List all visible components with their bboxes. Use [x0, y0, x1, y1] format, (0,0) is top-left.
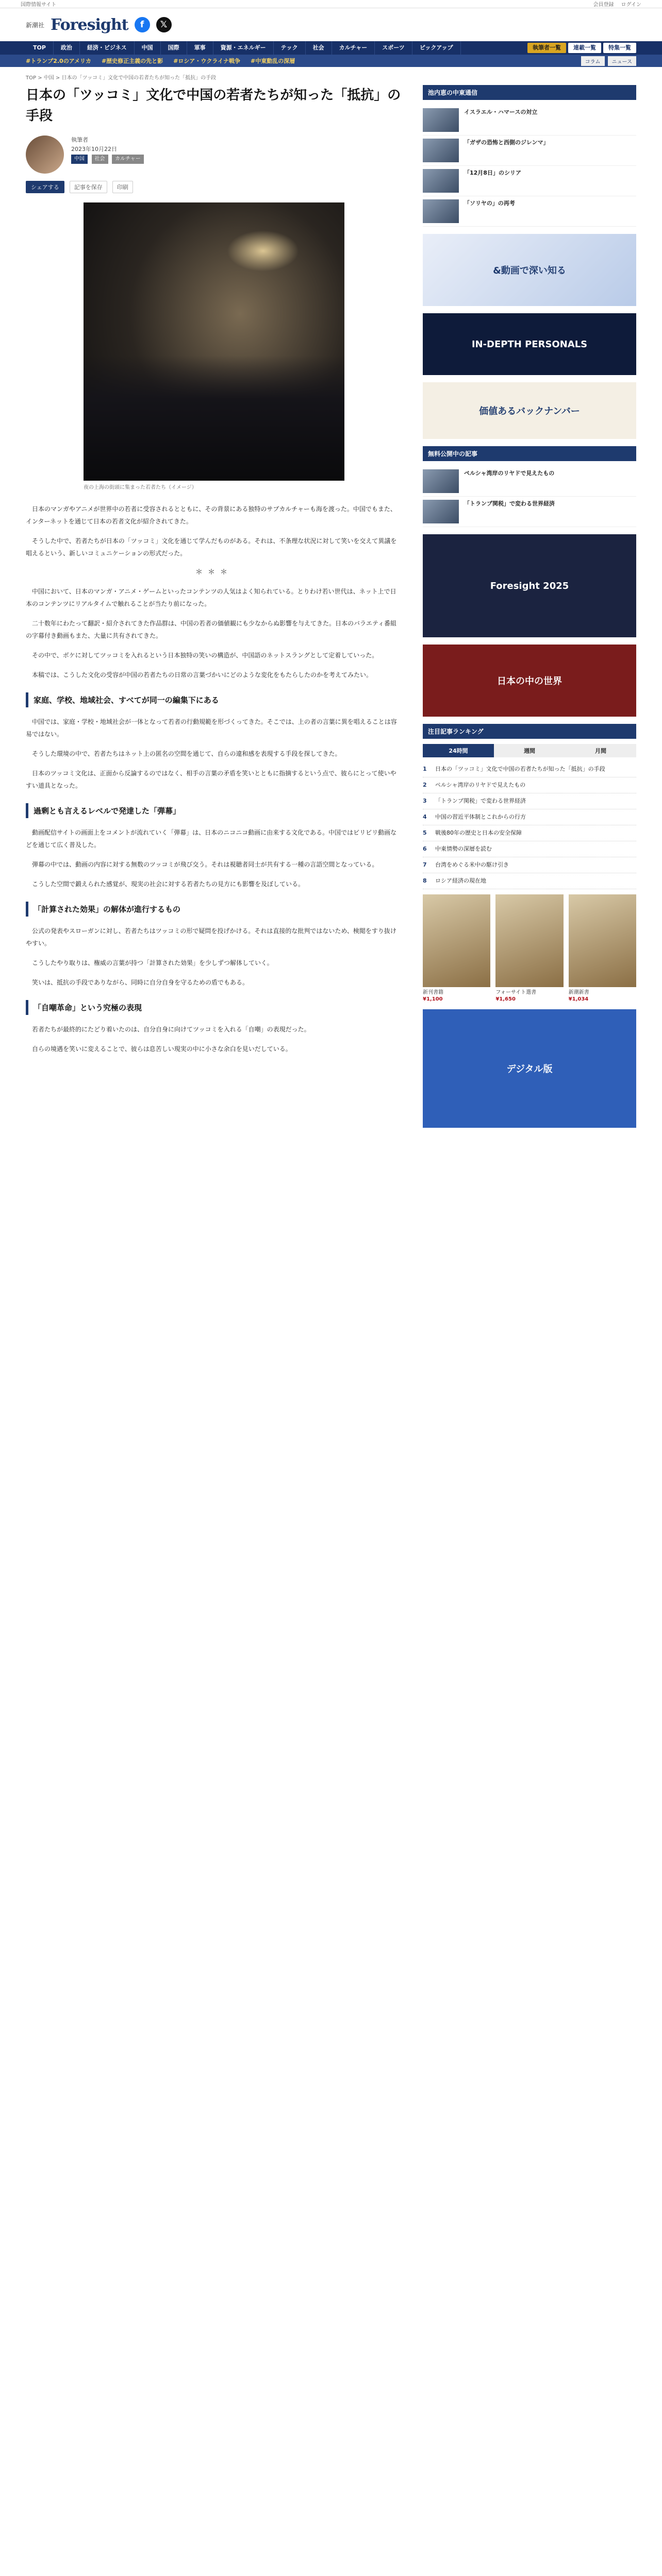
rank-number: 2: [423, 782, 427, 788]
paragraph: 日本のツッコミ文化は、正面から反論するのではなく、相手の言葉の矛盾を笑いとともに指摘するという点で、彼らにとって使いやすい道具となった。: [26, 770, 396, 789]
paragraph: 笑いは、抵抗の手段でありながら、同時に自分自身を守るための盾でもある。: [32, 979, 249, 986]
author-block: [26, 135, 402, 174]
rank-number: 8: [423, 877, 427, 884]
book-item[interactable]: [495, 894, 563, 1002]
hashtag-link[interactable]: #トランプ2.0のアメリカ: [26, 58, 91, 64]
nav-tech[interactable]: テック: [274, 41, 306, 55]
nav-energy[interactable]: 資源・エネルギー: [213, 41, 274, 55]
ranking-title: 日本の「ツッコミ」文化で中国の若者たちが知った「抵抗」の手段: [435, 766, 605, 772]
ranking-title: ロシア経済の現在地: [435, 877, 486, 884]
article-thumbnail: [423, 500, 459, 523]
nav-society[interactable]: 社会: [306, 41, 332, 55]
nav-right: [527, 43, 636, 53]
share-button[interactable]: シェアする: [26, 181, 64, 193]
section-heading: 家庭、学校、地域社会、すべてが同一の編集下にある: [26, 692, 402, 707]
publisher-label: 新潮社: [26, 21, 45, 29]
paragraph: こうしたやり取りは、権威の言葉が持つ「計算された効果」を少しずつ解体していく。: [32, 959, 273, 967]
book-price: ¥1,034: [568, 996, 589, 1002]
paragraph: 動画配信サイトの画面上をコメントが流れていく「弾幕」は、日本のニコニコ動画に由来する文化である。中国ではビリビリ動画などを通じて広く普及した。: [26, 829, 397, 849]
section-heading: 過剰とも言えるレベルで発達した「弾幕」: [26, 803, 402, 818]
nav-pickup[interactable]: ピックアップ: [412, 41, 461, 55]
paragraph: そうした環境の中で、若者たちはネット上の匿名の空間を通じて、自らの違和感を表現する手段を探してきた。: [32, 750, 341, 757]
tab-monthly[interactable]: 月間: [565, 744, 636, 757]
paragraph: その中で、ボケに対してツッコミを入れるという日本独特の笑いの構造が、中国語のネットスラングとして定着していった。: [32, 652, 378, 659]
sidebar-article-title: ペルシャ湾岸のリヤドで見えたもの: [464, 470, 555, 477]
book-cover: [423, 894, 490, 987]
author-name[interactable]: 執筆者: [71, 137, 88, 143]
rank-number: 1: [423, 766, 427, 772]
nav-economy[interactable]: 経済・ビジネス: [80, 41, 135, 55]
ranking-item[interactable]: [423, 793, 636, 809]
paragraph: 若者たちが最終的にたどり着いたのは、自分自身に向けてツッコミを入れる「自嘲」の表現だった。: [32, 1026, 310, 1033]
sidebar-article[interactable]: [423, 135, 636, 166]
promo-banner[interactable]: &動画で深い知る: [423, 234, 636, 306]
ranking-title: 戦後80年の歴史と日本の安全保障: [435, 829, 522, 836]
article-thumbnail: [423, 139, 459, 162]
facebook-icon[interactable]: f: [135, 17, 150, 32]
avatar[interactable]: [26, 135, 64, 174]
breadcrumb[interactable]: TOP > 中国 > 日本の「ツッコミ」文化で中国の若者たちが知った「抵抗」の手段: [26, 75, 217, 81]
tab-24h[interactable]: 24時間: [423, 744, 494, 757]
nav-military[interactable]: 軍事: [187, 41, 213, 55]
book-price: ¥1,650: [495, 996, 516, 1002]
ranking-item[interactable]: [423, 777, 636, 793]
register-link[interactable]: 会員登録: [593, 2, 614, 8]
free-articles-heading: 無料公開中の記事: [423, 446, 636, 461]
paragraph: 二十数年にわたって翻訳・紹介されてきた作品群は、中国の若者の価値観にも少なからぬ影響を与えてきた。日本のバラエティ番組の字幕付き動画もまた、大量に共有されてきた。: [26, 620, 397, 639]
paragraph: 公式の発表やスローガンに対し、若者たちはツッコミの形で疑問を投げかける。それは直接的な批判ではないため、検閲をすり抜けやすい。: [26, 927, 396, 947]
hashtag-nav: [0, 55, 662, 67]
article-body: [26, 503, 402, 1055]
sidebar-article[interactable]: [423, 466, 636, 497]
ranking-box: [423, 724, 636, 889]
nav-culture[interactable]: カルチャー: [332, 41, 375, 55]
article-title: 日本の「ツッコミ」文化で中国の若者たちが知った「抵抗」の手段: [26, 88, 401, 124]
book-cover: [495, 894, 563, 987]
paragraph: 自らの境遇を笑いに変えることで、彼らは息苦しい現実の中に小さな余白を見いだしている。: [32, 1045, 292, 1053]
book-item[interactable]: [423, 894, 490, 1002]
ranking-heading: 注目記事ランキング: [423, 724, 636, 739]
paragraph: 中国では、家庭・学校・地域社会が一体となって若者の行動規範を形づくってきた。そこでは、上の者の言葉に異を唱えることは容易ではない。: [26, 718, 397, 738]
content-wrap: [0, 85, 662, 1135]
nav-sports[interactable]: スポーツ: [375, 41, 412, 55]
main-nav: [0, 41, 662, 55]
promo-banner[interactable]: IN-DEPTH PERSONALS: [423, 313, 636, 375]
ranking-title: ペルシャ湾岸のリヤドで見えたもの: [435, 782, 526, 788]
paragraph: 本稿では、こうした文化の受容が中国の若者たちの日常の言葉づかいにどのような変化をもたらしたのかを考えてみたい。: [32, 671, 373, 679]
paragraph: 弾幕の中では、動画の内容に対する無数のツッコミが飛び交う。それは視聴者同士が共有する一種の言語空間となっている。: [32, 861, 378, 868]
book-title: 新刊書籍: [423, 990, 443, 995]
column-link[interactable]: コラム: [581, 56, 605, 66]
ranking-title: 「トランプ関税」で変わる世界経済: [435, 798, 526, 804]
category-tag[interactable]: 社会: [92, 155, 108, 164]
ranking-item[interactable]: [423, 825, 636, 841]
hashtag-link[interactable]: #中東動乱の深層: [251, 58, 295, 64]
print-button[interactable]: 印刷: [112, 181, 133, 193]
site-logo[interactable]: Foresight: [51, 15, 128, 34]
rank-number: 3: [423, 798, 427, 804]
paragraph: こうした空間で鍛えられた感覚が、現実の社会に対する若者たちの見方にも影響を及ぼしている。: [32, 880, 305, 888]
article-photo: [84, 202, 344, 481]
article-thumbnail: [423, 108, 459, 132]
section-divider: ＊＊＊: [195, 568, 233, 577]
sidebar-article-title: 「ソリヤの」の再考: [464, 200, 515, 207]
nav-china[interactable]: 中国: [135, 41, 161, 55]
nav-politics[interactable]: 政治: [54, 41, 80, 55]
article-thumbnail: [423, 169, 459, 193]
book-price: ¥1,100: [423, 996, 443, 1002]
ranking-title: 台湾をめぐる米中の駆け引き: [435, 861, 509, 868]
promo-banner[interactable]: デジタル版: [423, 1009, 636, 1128]
topbar-site: 国際情報サイト: [21, 2, 57, 8]
x-icon[interactable]: 𝕏: [156, 17, 172, 32]
nav-top[interactable]: TOP: [26, 41, 54, 55]
promo-banner[interactable]: 日本の中の世界: [423, 645, 636, 717]
sidebar: [423, 85, 636, 1135]
topbar: [0, 0, 662, 8]
article-thumbnail: [423, 199, 459, 223]
sidebar-article-title: 「トランプ関税」で変わる世界経済: [464, 500, 555, 507]
rank-number: 7: [423, 861, 427, 868]
sidebar-article-title: イスラエル・ハマースの対立: [464, 109, 538, 115]
book-grid: [423, 894, 636, 1002]
sidebar-article[interactable]: [423, 497, 636, 527]
ranking-title: 中国の習近平体制とこれからの行方: [435, 814, 526, 820]
ranking-item[interactable]: [423, 857, 636, 873]
sidebar-article-title: 「12月8日」のシリア: [464, 170, 521, 176]
rank-number: 4: [423, 814, 427, 820]
author-meta: [71, 135, 146, 164]
book-title: 新潮新書: [568, 990, 589, 995]
section-heading: 「自嘲革命」という究極の表現: [26, 1000, 402, 1015]
sidebar-series-heading[interactable]: 池内恵の中東通信: [423, 85, 636, 100]
paragraph: 中国において、日本のマンガ・アニメ・ゲームといったコンテンツの人気はよく知られている。とりわけ若い世代は、ネット上で日本のコンテンツにリアルタイムで触れることが当たり前になった。: [26, 588, 396, 607]
nav-international[interactable]: 国際: [161, 41, 187, 55]
promo-banner[interactable]: 価値あるバックナンバー: [423, 382, 636, 439]
rank-number: 6: [423, 845, 427, 852]
sidebar-article[interactable]: [423, 196, 636, 227]
section-heading: 「計算された効果」の解体が進行するもの: [26, 902, 402, 917]
paragraph: 日本のマンガやアニメが世界中の若者に受容されるとともに、その背景にある独特のサブカルチャーも海を渡った。中国でもまた、インターネットを通じて日本の若者文化が紹介されてきた。: [26, 505, 396, 525]
sidebar-article[interactable]: [423, 105, 636, 135]
photo-caption: 夜の上海の街頭に集まった若者たち（イメージ）: [84, 485, 197, 490]
book-cover: [569, 894, 636, 987]
hashtag-link[interactable]: #歴史修正主義の先と影: [101, 58, 163, 64]
writers-button[interactable]: 執筆者一覧: [527, 43, 566, 53]
ranking-title: 中東情勢の深層を読む: [435, 845, 492, 852]
save-button[interactable]: 記事を保存: [70, 181, 107, 193]
book-item[interactable]: [569, 894, 636, 1002]
article-main: [26, 85, 402, 1135]
ranking-item[interactable]: [423, 841, 636, 857]
subnav-right: [581, 56, 636, 66]
book-title: フォーサイト選書: [495, 990, 537, 995]
hashtag-link[interactable]: #ロシア・ウクライナ戦争: [173, 58, 241, 64]
series-button[interactable]: 連載一覧: [568, 43, 601, 53]
category-tag[interactable]: カルチャー: [112, 155, 144, 164]
ranking-item[interactable]: [423, 761, 636, 777]
sidebar-article[interactable]: [423, 166, 636, 196]
article-thumbnail: [423, 469, 459, 493]
login-link[interactable]: ログイン: [621, 2, 641, 8]
rank-number: 5: [423, 829, 427, 836]
site-header: [0, 8, 662, 41]
ranking-tabs: [423, 744, 636, 757]
features-button[interactable]: 特集一覧: [603, 43, 636, 53]
ranking-item[interactable]: [423, 809, 636, 825]
article-tools: [26, 181, 402, 193]
paragraph: そうした中で、若者たちが日本の「ツッコミ」文化を通じて学んだものがある。それは、不条理な状況に対して笑いを交えて異議を唱えるという、新しいコミュニケーションの形式だった。: [26, 537, 397, 557]
article-date: 2023年10月22日: [71, 146, 117, 152]
category-tag[interactable]: 中国: [71, 155, 88, 164]
ranking-item[interactable]: [423, 873, 636, 889]
news-link[interactable]: ニュース: [608, 56, 637, 66]
promo-banner[interactable]: Foresight 2025: [423, 534, 636, 637]
sidebar-article-title: 「ガザの恐怖と西側のジレンマ」: [464, 139, 549, 146]
tab-weekly[interactable]: 週間: [494, 744, 565, 757]
